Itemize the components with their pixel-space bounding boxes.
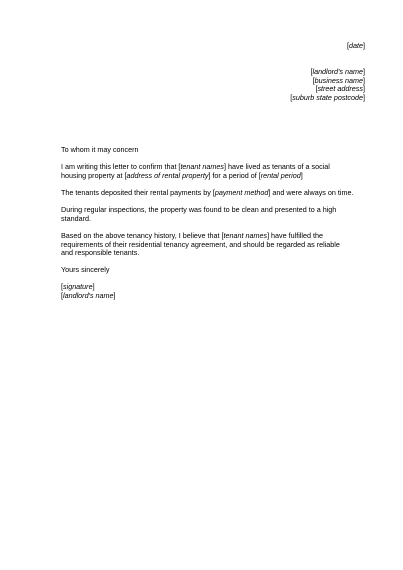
signature-placeholder: signature xyxy=(63,282,93,291)
bracket-open: [ xyxy=(347,41,349,50)
bracket-close: ] xyxy=(363,84,365,94)
recipient-address xyxy=(290,68,365,102)
bracket-close: ] xyxy=(113,290,116,300)
payment-method-placeholder: payment method xyxy=(214,188,269,197)
business-name-placeholder: business name xyxy=(314,75,363,85)
paragraph-tenancy-history xyxy=(61,232,371,258)
bracket-open: [ xyxy=(290,92,293,102)
tenant-names-placeholder: tenant names xyxy=(223,231,268,240)
paragraph-line: housing property at [address of rental property] for a period of [rental period] xyxy=(61,170,303,180)
paragraph-line: Based on the above tenancy history, I believe that [tenant names] have fulfilled the xyxy=(61,231,324,240)
bracket-open: [ xyxy=(312,75,315,85)
signature-block xyxy=(61,283,371,300)
suburb-placeholder: suburb state postcode xyxy=(292,92,363,102)
address-suburb-line xyxy=(290,94,365,103)
landlord-name-placeholder: landlord's name xyxy=(63,290,114,300)
paragraph-line: The tenants deposited their rental payments by [payment method] and were always on time. xyxy=(61,188,354,197)
paragraph-line: standard. xyxy=(61,213,91,223)
rental-period-placeholder: rental period xyxy=(260,170,301,180)
date-placeholder: date xyxy=(349,41,363,50)
paragraph-payments xyxy=(61,189,371,198)
rental-address-placeholder: address of rental property xyxy=(126,170,209,180)
tenant-names-placeholder: tenant names xyxy=(180,162,224,171)
bracket-close: ] xyxy=(92,282,95,291)
bracket-close: ] xyxy=(363,92,365,102)
bracket-open: [ xyxy=(61,290,63,300)
date-line xyxy=(347,42,365,51)
landlord-name-placeholder: landlord's name xyxy=(312,67,363,76)
paragraph-inspections xyxy=(61,206,371,223)
paragraph-line: I am writing this letter to confirm that [tenant names] have lived as tenants of a social xyxy=(61,162,330,171)
bracket-open: [ xyxy=(315,84,318,94)
bracket-close: ] xyxy=(363,67,365,76)
bracket-open: [ xyxy=(61,282,63,291)
bracket-close: ] xyxy=(363,75,365,85)
signatory-name-line xyxy=(61,292,371,301)
closing: Yours sincerely xyxy=(61,265,110,274)
paragraph-line: and responsible tenants. xyxy=(61,248,140,258)
bracket-open: [ xyxy=(310,67,313,76)
paragraph-confirmation xyxy=(61,163,371,180)
street-address-placeholder: street address xyxy=(317,84,363,94)
bracket-close: ] xyxy=(363,41,365,50)
paragraph-line: requirements of their residential tenancy agreement, and should be regarded as reliable xyxy=(61,239,340,249)
paragraph-line: During regular inspections, the property was found to be clean and presented to a high xyxy=(61,205,337,214)
salutation: To whom it may concern xyxy=(61,145,139,154)
